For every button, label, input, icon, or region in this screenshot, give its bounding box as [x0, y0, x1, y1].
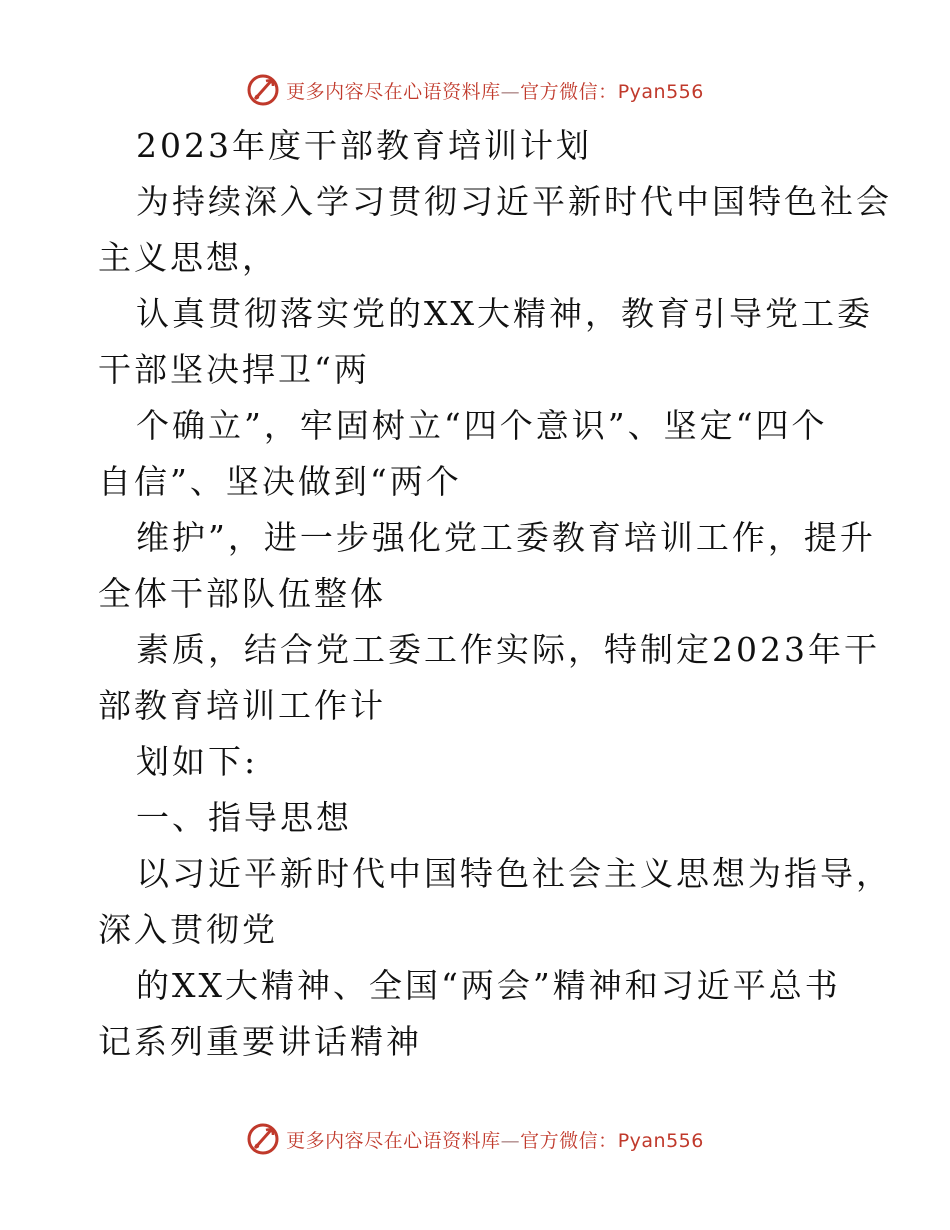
- paragraph-line: 维护”，进一步强化党工委教育培训工作，提升: [136, 518, 876, 557]
- banner-wechat-label: 官方微信：: [520, 1129, 618, 1152]
- paragraph-line: 认真贯彻落实党的XX大精神，教育引导党工委: [136, 294, 873, 333]
- footer-watermark-banner: [0, 1117, 950, 1161]
- section-heading: 一、指导思想: [136, 798, 352, 837]
- quill-logo-icon: [246, 73, 280, 107]
- paragraph-line: 为持续深入学习贯彻习近平新时代中国特色社会: [136, 182, 892, 221]
- banner-site-text: 更多内容尽在心语资料库: [286, 80, 501, 103]
- paragraph-line: 个确立”，牢固树立“四个意识”、坚定“四个: [136, 406, 828, 445]
- paragraph-line: 以习近平新时代中国特色社会主义思想为指导，: [136, 854, 892, 893]
- document-body: [98, 118, 892, 1070]
- paragraph-line: 部教育培训工作计: [98, 686, 386, 725]
- banner-site-text: 更多内容尽在心语资料库: [286, 1129, 501, 1152]
- banner-separator: —: [500, 80, 521, 103]
- paragraph-line: 自信”、坚决做到“两个: [98, 462, 462, 501]
- paragraph-line: 素质，结合党工委工作实际，特制定2023年干: [136, 630, 880, 669]
- paragraph-line: 干部坚决捍卫“两: [98, 350, 370, 389]
- header-watermark-banner: [0, 68, 950, 112]
- paragraph-line: 全体干部队伍整体: [98, 574, 386, 613]
- banner-wechat-id: Pyan556: [617, 80, 704, 103]
- paragraph-line: 的XX大精神、全国“两会”精神和习近平总书: [136, 966, 841, 1005]
- paragraph-line: 划如下:: [136, 742, 259, 781]
- quill-logo-icon: [246, 1122, 280, 1156]
- banner-wechat-label: 官方微信：: [520, 80, 618, 103]
- banner-separator: —: [500, 1129, 521, 1152]
- paragraph-line: 记系列重要讲话精神: [98, 1022, 422, 1061]
- document-title: 2023年度干部教育培训计划: [136, 126, 592, 165]
- paragraph-line: 深入贯彻党: [98, 910, 278, 949]
- banner-wechat-id: Pyan556: [617, 1129, 704, 1152]
- paragraph-line: 主义思想，: [98, 238, 278, 277]
